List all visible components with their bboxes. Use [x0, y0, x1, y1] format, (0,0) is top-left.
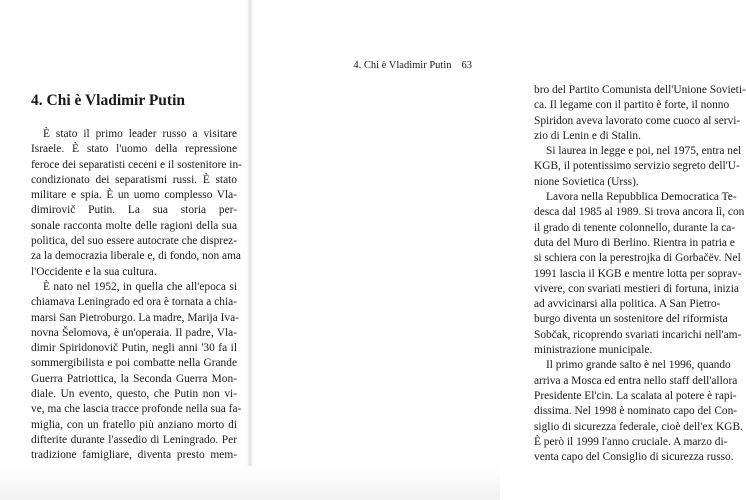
right-page	[252, 0, 746, 500]
text-line: sommergibilista e poi combatte nella Grande	[31, 357, 237, 370]
text-line: nione Sovietica (Urss).	[534, 175, 639, 188]
text-line: È nato nel 1952, in quella che all'epoca si	[43, 280, 237, 293]
text-line: burgo diventa un sostenitore del riformista	[534, 313, 728, 326]
text-line: arriva a Mosca ed entra nello staff dell'allora	[534, 374, 738, 387]
text-line: feroce dei separatisti ceceni e il sostenitore in-	[31, 158, 242, 171]
right-page-body	[534, 83, 746, 465]
text-line: Il primo grande salto è nel 1996, quando	[546, 359, 731, 372]
chapter-title: 4. Chi è Vladimir Putin	[31, 92, 186, 109]
text-line: dissima. Nel 1998 è nominato capo del Con-	[534, 405, 738, 418]
text-line: vivere, con svariati mestieri di fortuna, inizia	[534, 282, 739, 295]
text-line: zio di Lenin e di Stalin.	[534, 129, 641, 142]
page-bottom-edge	[0, 466, 500, 500]
text-line: l'Occidente e la sua cultura.	[31, 265, 157, 278]
running-head	[353, 60, 472, 71]
text-line: È stato il primo leader russo a visitare	[43, 128, 237, 140]
text-line: dimirovič Putin. La sua storia per-	[31, 204, 237, 217]
text-line: venta capo del Consiglio di sicurezza russo.	[534, 451, 734, 464]
text-line: tradizione famigliare, diventa presto mem-	[31, 449, 237, 462]
text-line: ministrazione municipale.	[534, 344, 653, 357]
text-line: sonale racconta molte delle ragioni della sua	[31, 219, 237, 232]
text-line: Lavora nella Repubblica Democratica Te-	[546, 191, 737, 204]
text-line: ca. Il legame con il partito è forte, il nonno	[534, 99, 730, 112]
text-line: politica, del suo essere autocrate che disprez-	[31, 235, 237, 248]
text-line: ad avvicinarsi alla politica. A San Pietro-	[534, 298, 721, 311]
text-line: È però il 1999 l'anno cruciale. A marzo di-	[534, 435, 728, 448]
left-page-body	[31, 127, 242, 464]
left-page	[0, 0, 248, 500]
text-line: si schiera con la perestrojka di Gorbačëv. Nel	[534, 252, 741, 265]
page-number: 63	[461, 60, 472, 71]
text-line: novna Šelomova, è un'operaia. Il padre, Vla-	[31, 326, 237, 339]
text-line: dimir Spiridonovič Putin, negli anni '30 fa il	[31, 342, 237, 355]
text-line: condizionato dei separatismi russi. È stato	[31, 173, 237, 186]
text-line: bro del Partito Comunista dell'Unione Sovieti-	[534, 84, 746, 96]
text-line: Israele. È stato l'uomo della repressione	[31, 143, 237, 156]
text-line: Presidente El'cin. La scalata al potere è rapi-	[534, 389, 737, 402]
text-line: diale. Un evento, questo, che Putin non vi-	[31, 388, 237, 401]
text-line: za la democrazia liberale e, di fondo, non ama	[31, 250, 241, 263]
text-line: Si laurea in legge e poi, nel 1975, entra nel	[546, 145, 742, 158]
text-line: duta del Muro di Berlino. Rientra in patria e	[534, 236, 735, 249]
text-line: Sobčak, ricoprendo svariati incarichi nell'am-	[534, 328, 742, 341]
text-line: ve, ma che lascia tracce profonde nella sua fa-	[31, 403, 242, 416]
text-line: desca dal 1985 al 1989. Si trova ancora lì, con	[534, 206, 745, 219]
text-line: KGB, il potentissimo servizio segreto dell'U-	[534, 160, 740, 173]
text-line: chiamava Leningrado ed ora è tornata a chia-	[31, 296, 237, 309]
text-line: marsi San Pietroburgo. La madre, Marija Iva-	[31, 311, 239, 324]
text-line: militare e spia. È un uomo complesso Vla-	[31, 189, 237, 202]
text-line: difterite durante l'assedio di Leningrado. Per	[31, 433, 237, 446]
text-line: Guerra Patriottica, la Seconda Guerra Mon-	[31, 372, 237, 385]
text-line: 1991 lascia il KGB e mentre lotta per soprav-	[534, 267, 742, 280]
running-head-title: 4. Chi è Vladimir Putin	[353, 60, 452, 71]
text-line: Spiridon aveva lavorato come cuoco al servi-	[534, 114, 741, 127]
book-gutter	[247, 0, 253, 500]
text-line: miglia, con un fratello più anziano morto di	[31, 418, 237, 431]
text-line: il grado di tenente colonnello, durante la ca-	[534, 221, 736, 234]
text-line: siglio di sicurezza federale, cioè dell'ex KGB.	[534, 420, 743, 433]
